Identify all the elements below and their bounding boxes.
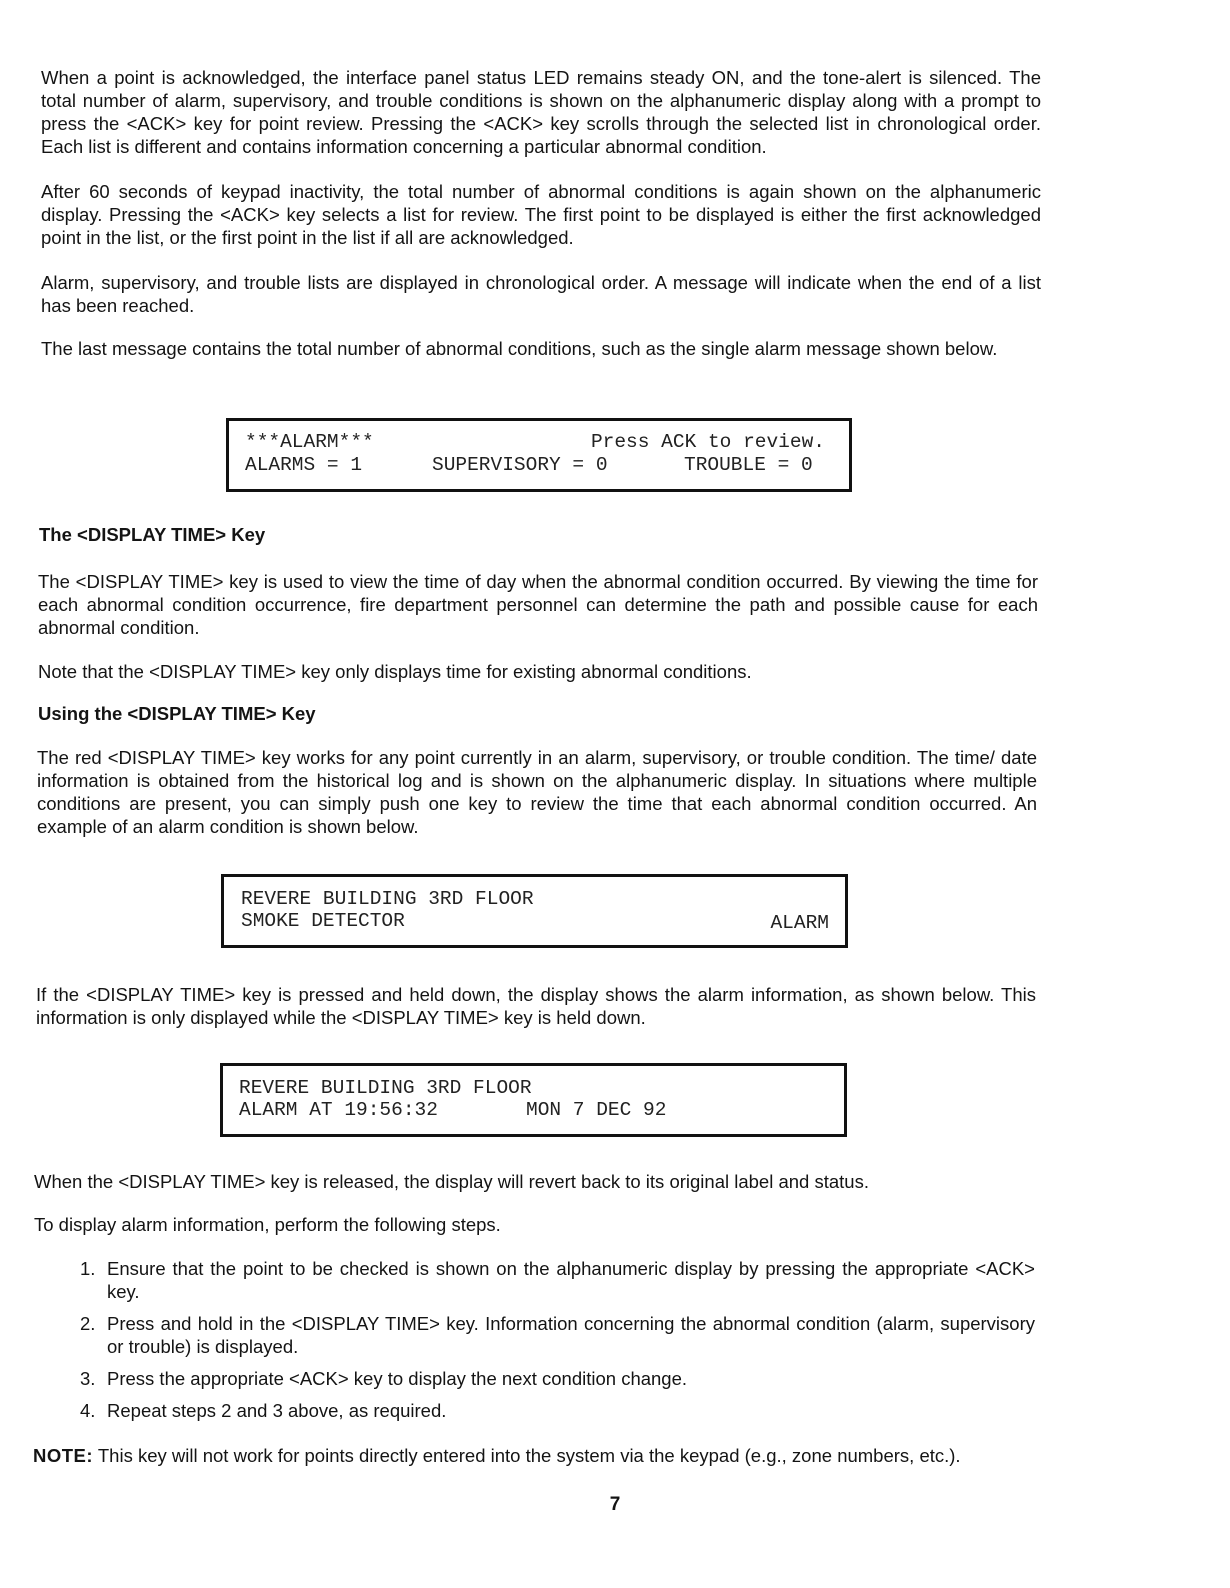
intro-paragraph-1: When a point is acknowledged, the interface panel status LED remains steady ON, and the tone-alert is silenced. The total number of alarm, supervisory, and trouble conditions is shown on the alphanumeric display along with a prompt to press the <ACK> key for point review. Pressing the <ACK> key scrolls through the selected list in chronological order. Each list is different and contains information concerning a particular abnormal condition. <box>41 67 1041 157</box>
held-down-paragraph: If the <DISPLAY TIME> key is pressed and held down, the display shows the alarm information, as shown below. This information is only displayed while the <DISPLAY TIME> key is held down. <box>36 984 1036 1028</box>
steps-intro-paragraph: To display alarm information, perform the following steps. <box>34 1214 501 1235</box>
lcd-alarm-date: MON 7 DEC 92 <box>526 1099 667 1121</box>
note <box>33 1444 1033 1467</box>
list-item: 1. Ensure that the point to be checked is shown on the alphanumeric display by pressing the appropriate <ACK> key. <box>80 1258 1035 1302</box>
list-item: 2. Press and hold in the <DISPLAY TIME> key. Information concerning the abnormal condition (alarm, supervisory or trouble) is displayed. <box>80 1313 1035 1357</box>
section-heading-display-time: The <DISPLAY TIME> Key <box>39 524 266 545</box>
display-time-paragraph-2: Note that the <DISPLAY TIME> key only displays time for existing abnormal conditions. <box>38 661 752 682</box>
lcd-point-status: ALARM <box>770 912 829 934</box>
lcd-supervisory-count: SUPERVISORY = 0 <box>432 454 608 476</box>
lcd-display-summary <box>226 418 852 492</box>
display-time-paragraph-1: The <DISPLAY TIME> key is used to view the time of day when the abnormal condition occurred. By viewing the time for each abnormal condition occurrence, fire department personnel can determine the path and possible cause for each abnormal condition. <box>38 571 1038 638</box>
released-paragraph: When the <DISPLAY TIME> key is released, the display will revert back to its original label and status. <box>34 1171 869 1192</box>
steps-list <box>80 1257 1035 1431</box>
intro-paragraph-2: After 60 seconds of keypad inactivity, the total number of abnormal conditions is again shown on the alphanumeric display. Pressing the <ACK> key selects a list for review. The first point to be displayed is either the first acknowledged point in the list, or the first point in the list if all are acknowledged. <box>41 181 1041 248</box>
lcd-alarm-header: ***ALARM*** <box>245 431 374 453</box>
intro-paragraph-4: The last message contains the total number of abnormal conditions, such as the single alarm message shown below. <box>41 338 998 359</box>
lcd-device-type: SMOKE DETECTOR <box>241 910 405 932</box>
lcd-point-label: REVERE BUILDING 3RD FLOOR <box>239 1077 532 1099</box>
note-text: This key will not work for points directly entered into the system via the keypad (e.g., zone numbers, etc.). <box>97 1445 961 1466</box>
lcd-display-alarm-time <box>220 1063 847 1137</box>
using-display-time-paragraph: The red <DISPLAY TIME> key works for any point currently in an alarm, supervisory, or trouble condition. The time/ date information is obtained from the historical log and is shown on the alphanumeric display. In situations where multiple conditions are present, you can simply push one key to review the time that each abnormal condition occurred. An example of an alarm condition is shown below. <box>37 747 1037 837</box>
section-heading-using-display-time: Using the <DISPLAY TIME> Key <box>38 703 316 724</box>
page-number: 7 <box>609 1494 621 1515</box>
lcd-alarm-time: ALARM AT 19:56:32 <box>239 1099 438 1121</box>
intro-paragraph-3: Alarm, supervisory, and trouble lists are displayed in chronological order. A message will indicate when the end of a list has been reached. <box>41 272 1041 316</box>
note-label: NOTE: <box>33 1445 94 1466</box>
lcd-review-prompt: Press ACK to review. <box>590 431 825 453</box>
list-item: 4. Repeat steps 2 and 3 above, as required. <box>80 1400 447 1421</box>
lcd-display-alarm-point <box>221 874 848 948</box>
lcd-alarms-count: ALARMS = 1 <box>245 454 363 476</box>
lcd-trouble-count: TROUBLE = 0 <box>684 454 813 476</box>
lcd-point-label: REVERE BUILDING 3RD FLOOR <box>241 888 534 910</box>
list-item: 3. Press the appropriate <ACK> key to display the next condition change. <box>80 1368 688 1389</box>
